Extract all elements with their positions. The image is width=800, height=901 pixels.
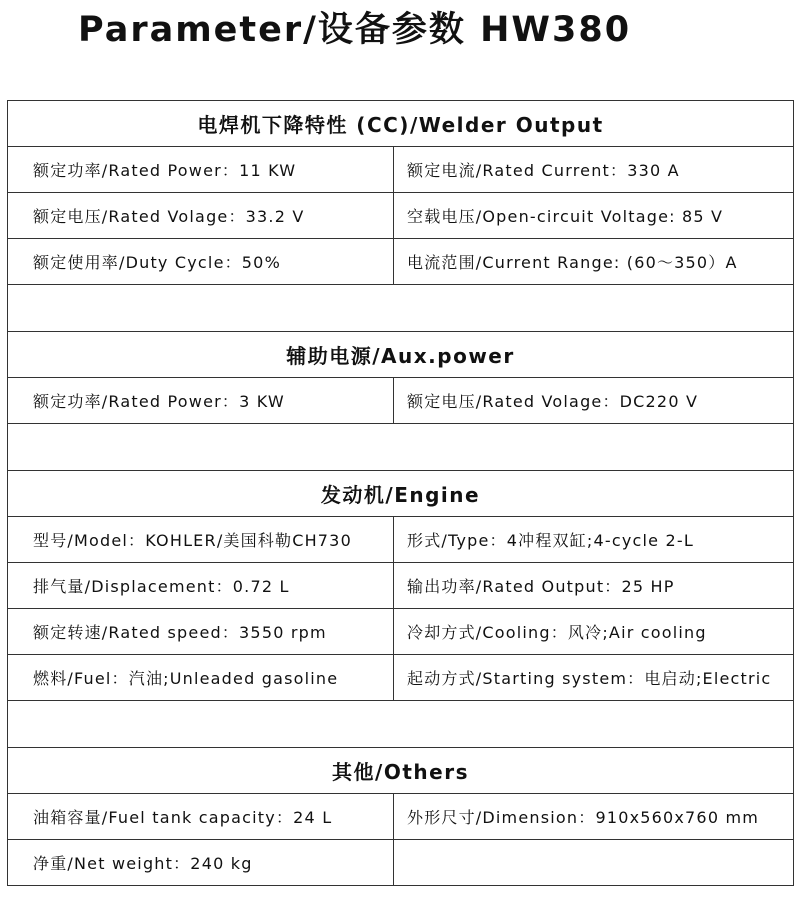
empty-cell xyxy=(394,840,793,885)
page-title: Parameter/设备参数 HW380 xyxy=(78,10,632,50)
spec-rated-current: 额定电流/Rated Current：330 A xyxy=(407,161,680,180)
table-row xyxy=(8,193,794,239)
spec-aux-rated-power: 额定功率/Rated Power：3 KW xyxy=(8,378,394,423)
section-header-welder xyxy=(8,101,794,147)
section-title-engine: 发动机/Engine xyxy=(320,483,481,507)
table-row xyxy=(8,378,794,424)
spec-aux-rated-voltage: 额定电压/Rated Volage：DC220 V xyxy=(407,392,699,411)
blank-row xyxy=(8,285,794,332)
section-title-welder: 电焊机下降特性 (CC)/Welder Output xyxy=(197,113,604,137)
blank-row xyxy=(8,701,794,748)
section-header-engine xyxy=(8,471,794,517)
spec-fuel-tank: 油箱容量/Fuel tank capacity：24 L xyxy=(8,794,394,839)
spec-current-range: 电流范围/Current Range: (60～350）A xyxy=(407,253,738,272)
blank-row xyxy=(8,424,794,471)
table-row xyxy=(8,840,794,886)
table-row xyxy=(8,239,794,285)
table-row xyxy=(8,609,794,655)
spec-displacement: 排气量/Displacement：0.72 L xyxy=(8,563,394,608)
table-row xyxy=(8,655,794,701)
spec-table xyxy=(7,100,794,886)
spec-rated-power: 额定功率/Rated Power：11 KW xyxy=(8,147,394,192)
spec-rated-voltage: 额定电压/Rated Volage：33.2 V xyxy=(8,193,394,238)
spec-rated-output: 输出功率/Rated Output：25 HP xyxy=(407,577,675,596)
spec-net-weight: 净重/Net weight：240 kg xyxy=(8,840,394,885)
section-header-others xyxy=(8,748,794,794)
spec-type: 形式/Type：4冲程双缸;4-cycle 2-L xyxy=(407,531,694,550)
table-row xyxy=(8,147,794,193)
spec-dimension: 外形尺寸/Dimension：910x560x760 mm xyxy=(407,808,760,827)
spec-starting-system: 起动方式/Starting system：电启动;Electric xyxy=(407,669,772,688)
spec-model: 型号/Model：KOHLER/美国科勒CH730 xyxy=(8,517,394,562)
section-title-others: 其他/Others xyxy=(332,760,469,784)
table-row xyxy=(8,517,794,563)
spec-rated-speed: 额定转速/Rated speed：3550 rpm xyxy=(8,609,394,654)
spec-duty-cycle: 额定使用率/Duty Cycle：50% xyxy=(8,239,394,284)
section-title-aux: 辅助电源/Aux.power xyxy=(286,344,515,368)
table-row xyxy=(8,563,794,609)
spec-cooling: 冷却方式/Cooling：风冷;Air cooling xyxy=(407,623,707,642)
spec-open-circuit-voltage: 空载电压/Open-circuit Voltage: 85 V xyxy=(407,207,724,226)
section-header-aux xyxy=(8,332,794,378)
table-row xyxy=(8,794,794,840)
spec-fuel: 燃料/Fuel：汽油;Unleaded gasoline xyxy=(8,655,394,700)
